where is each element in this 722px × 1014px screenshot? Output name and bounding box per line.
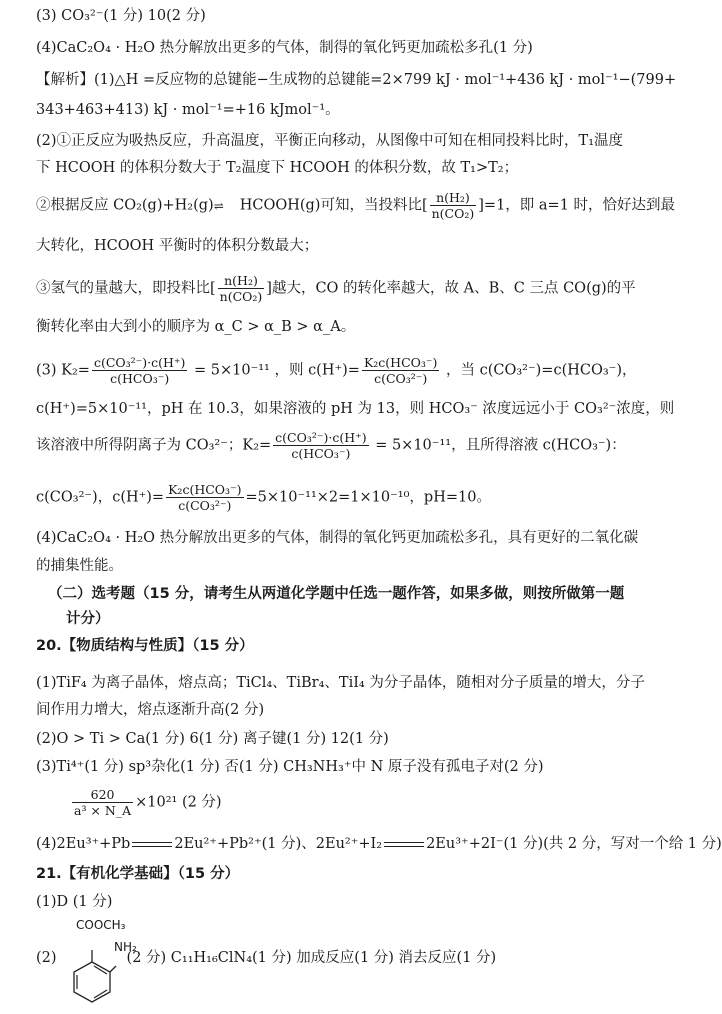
fraction-denominator: c(HCO₃⁻): [110, 371, 170, 386]
text-segment: ]=1，即 a=1 时，恰好达到最: [478, 197, 676, 214]
text-line: c(H⁺)=5×10⁻¹¹，pH 在 10.3，如果溶液的 pH 为 13，则 HCO₃⁻ 浓度远远小于 CO₃²⁻浓度，则: [36, 401, 675, 417]
ch-fraction: [362, 355, 439, 386]
question-heading: 21.【有机化学基础】（15 分）: [36, 866, 240, 882]
text-segment: ②根据反应 CO₂(g)+H₂(g): [36, 197, 214, 214]
section-heading: （二）选考题（15 分，请考生从两道化学题中任选一题作答，如果多做，则按所做第一题: [48, 586, 625, 602]
k2-fraction: [92, 355, 187, 386]
fraction-numerator: K₂c(HCO₃⁻): [168, 482, 242, 497]
analysis-line: 【解析】(1)△H =反应物的总键能−生成物的总键能=2×799 kJ · mol⁻¹+436 kJ · mol⁻¹−(799+: [36, 72, 677, 88]
text-line: 343+463+413) kJ · mol⁻¹=+16 kJmol⁻¹。: [36, 102, 340, 118]
fraction-denominator: c(HCO₃⁻): [291, 446, 351, 461]
substituent-label: COOCH₃: [76, 918, 126, 932]
text-line: [36, 273, 665, 304]
fraction-denominator: c(CO₃²⁻): [178, 498, 232, 513]
text-line: [36, 190, 676, 221]
fraction-numerator: K₂c(HCO₃⁻): [363, 355, 438, 370]
text-line: (1)D (1 分): [36, 894, 113, 910]
text-segment: ，当 c(CO₃²⁻)=c(HCO₃⁻)，: [441, 362, 637, 379]
text-line: (3)Ti⁴⁺(1 分) sp³杂化(1 分) 否(1 分) CH₃NH₃⁺中 N 原子没有孤电子对(2 分): [36, 759, 544, 775]
equation-line: [70, 787, 665, 818]
text-segment: (2): [36, 950, 57, 966]
text-line: 衡转化率由大到小的顺序为 α_C > α_B > α_A。: [36, 319, 356, 335]
text-segment: 2Eu³⁺+2I⁻(1 分)(共 2 分，写对一个给 1 分): [426, 836, 722, 852]
text-line: 下 HCOOH 的体积分数大于 T₂温度下 HCOOH 的体积分数，故 T₁>T₂；: [36, 160, 519, 176]
double-equals-icon: [130, 836, 174, 852]
text-line: (2)①正反应为吸热反应，升高温度，平衡正向移动，从图像中可知在相同投料比时，T₁温度: [36, 133, 624, 149]
text-line: (4)CaC₂O₄ · H₂O 热分解放出更多的气体，制得的氧化钙更加疏松多孔(1 分): [36, 40, 533, 56]
reversible-arrow-icon: ⇌: [213, 198, 224, 213]
text-line: (4)CaC₂O₄ · H₂O 热分解放出更多的气体，制得的氧化钙更加疏松多孔，具有更好的二氧化碳: [36, 530, 639, 546]
text-line: (3) CO₃²⁻(1 分) 10(2 分): [36, 8, 206, 24]
fraction-numerator: 620: [72, 787, 133, 803]
text-line: 大转化，HCOOH 平衡时的体积分数最大；: [36, 238, 319, 254]
text-segment: 2Eu²⁺+Pb²⁺(1 分)、2Eu²⁺+I₂: [174, 836, 383, 852]
k2-fraction: [273, 430, 368, 461]
text-segment: = 5×10⁻¹¹，且所得溶液 c(HCO₃⁻)：: [370, 437, 626, 454]
ratio-fraction: [430, 190, 477, 221]
benzene-ring-structure: [64, 944, 120, 1004]
double-equals-icon: [382, 836, 426, 852]
text-segment: = 5×10⁻¹¹ ，则 c(H⁺)=: [189, 362, 360, 379]
text-segment: (3) K₂=: [36, 362, 90, 379]
fraction-denominator: n(CO₂): [219, 289, 263, 304]
text-line: (2)O > Ti > Ca(1 分) 6(1 分) 离子键(1 分) 12(1 分): [36, 731, 389, 747]
fraction-numerator: n(H₂): [218, 273, 265, 289]
text-line: 的捕集性能。: [36, 558, 123, 574]
equation-line: [36, 355, 665, 386]
density-fraction: [72, 787, 133, 818]
question-heading: 20.【物质结构与性质】（15 分）: [36, 638, 254, 654]
fraction-numerator: n(H₂): [430, 190, 477, 206]
text-segment: ×10²¹ (2 分): [135, 794, 222, 811]
equation-line: [36, 430, 665, 461]
text-segment: ]越大，CO 的转化率越大，故 A、B、C 三点 CO(g)的平: [266, 280, 636, 297]
text-segment: c(CO₃²⁻)，c(H⁺)=: [36, 489, 165, 506]
substituent-label: NH₂: [114, 940, 137, 954]
fraction-denominator: c(CO₃²⁻): [374, 371, 428, 386]
equation-line: [36, 834, 722, 854]
ratio-fraction: [218, 273, 265, 304]
text-segment: (4)2Eu³⁺+Pb: [36, 836, 131, 852]
text-segment: 该溶液中所得阴离子为 CO₃²⁻；K₂=: [36, 437, 272, 454]
section-heading: 计分）: [66, 611, 110, 627]
text-segment: ③氢气的量越大，即投料比[: [36, 280, 216, 297]
text-segment: HCOOH(g)可知，当投料比[: [239, 197, 428, 214]
equation-line: [36, 482, 665, 513]
fraction-denominator: n(CO₂): [431, 206, 475, 221]
fraction-denominator: a³ × N_A: [74, 803, 132, 818]
text-segment: (2 分) C₁₁H₁₆ClN₄(1 分) 加成反应(1 分) 消去反应(1 分): [126, 950, 497, 966]
text-line: (1)TiF₄ 为离子晶体，熔点高；TiCl₄、TiBr₄、TiI₄ 为分子晶体，随相对分子质量的增大，分子: [36, 675, 645, 691]
fraction-numerator: c(CO₃²⁻)·c(H⁺): [275, 430, 367, 445]
text-segment: =5×10⁻¹¹×2=1×10⁻¹⁰，pH=10。: [245, 489, 491, 506]
fraction-numerator: c(CO₃²⁻)·c(H⁺): [93, 355, 186, 370]
text-line: 间作用力增大，熔点逐渐升高(2 分): [36, 702, 265, 718]
ch-fraction: [166, 482, 243, 513]
